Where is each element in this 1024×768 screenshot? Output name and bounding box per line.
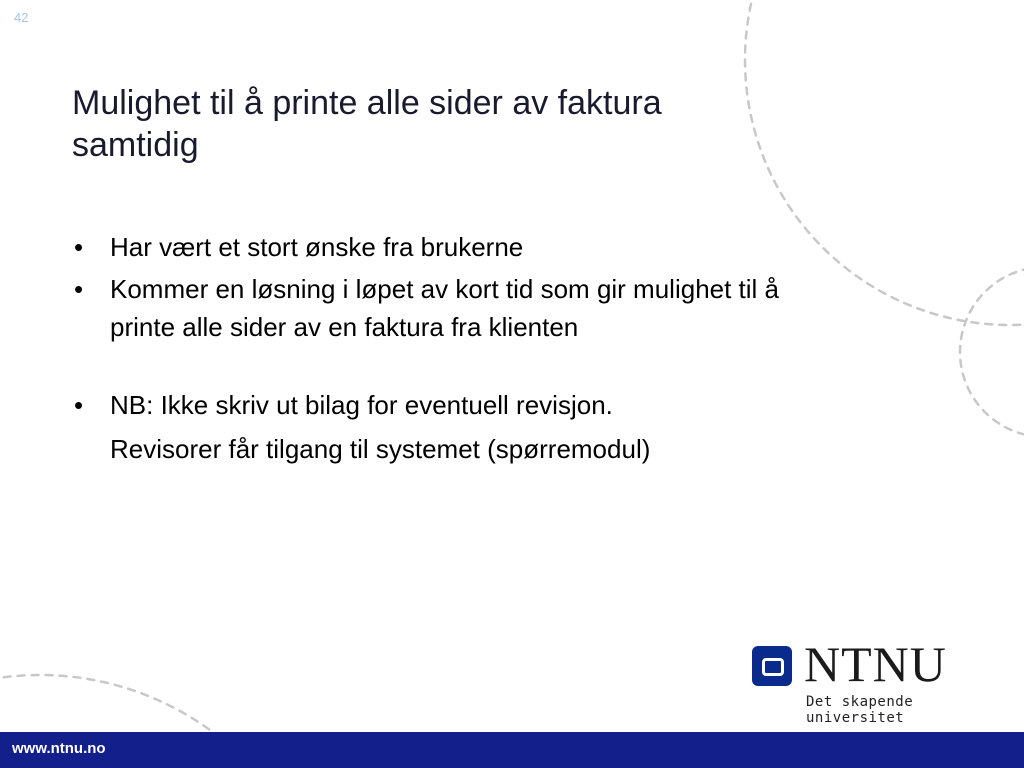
- ntnu-logo-mark-icon: [752, 646, 792, 686]
- bullet-item: [72, 270, 832, 346]
- bullet-marker: •: [74, 232, 84, 262]
- bullet-list: [72, 228, 832, 472]
- bullet-text: NB: Ikke skriv ut bilag for eventuell revisjon.: [110, 390, 613, 420]
- bullet-text: Har vært et stort ønske fra brukerne: [110, 232, 524, 262]
- footer-bar: [0, 732, 1024, 768]
- footer-url: www.ntnu.no: [12, 740, 106, 757]
- bullet-item: [72, 386, 832, 468]
- bullet-text: Kommer en løsning i løpet av kort tid som gir mulighet til å printe alle sider av en faktura fra klienten: [110, 274, 780, 342]
- bullet-continuation: Revisorer får tilgang til systemet (spørremodul): [110, 434, 651, 464]
- bullet-item: [72, 228, 832, 266]
- slide-title: Mulighet til å printe alle sider av faktura samtidig: [72, 84, 662, 164]
- bullet-marker: •: [74, 274, 84, 304]
- slide-number: 42: [14, 10, 29, 25]
- bullet-marker: •: [74, 390, 84, 420]
- logo-name: NTNU: [804, 636, 947, 692]
- ntnu-logo: [752, 636, 1002, 726]
- logo-tagline: Det skapende universitet: [806, 694, 914, 726]
- decorative-arc-small: [960, 267, 1024, 437]
